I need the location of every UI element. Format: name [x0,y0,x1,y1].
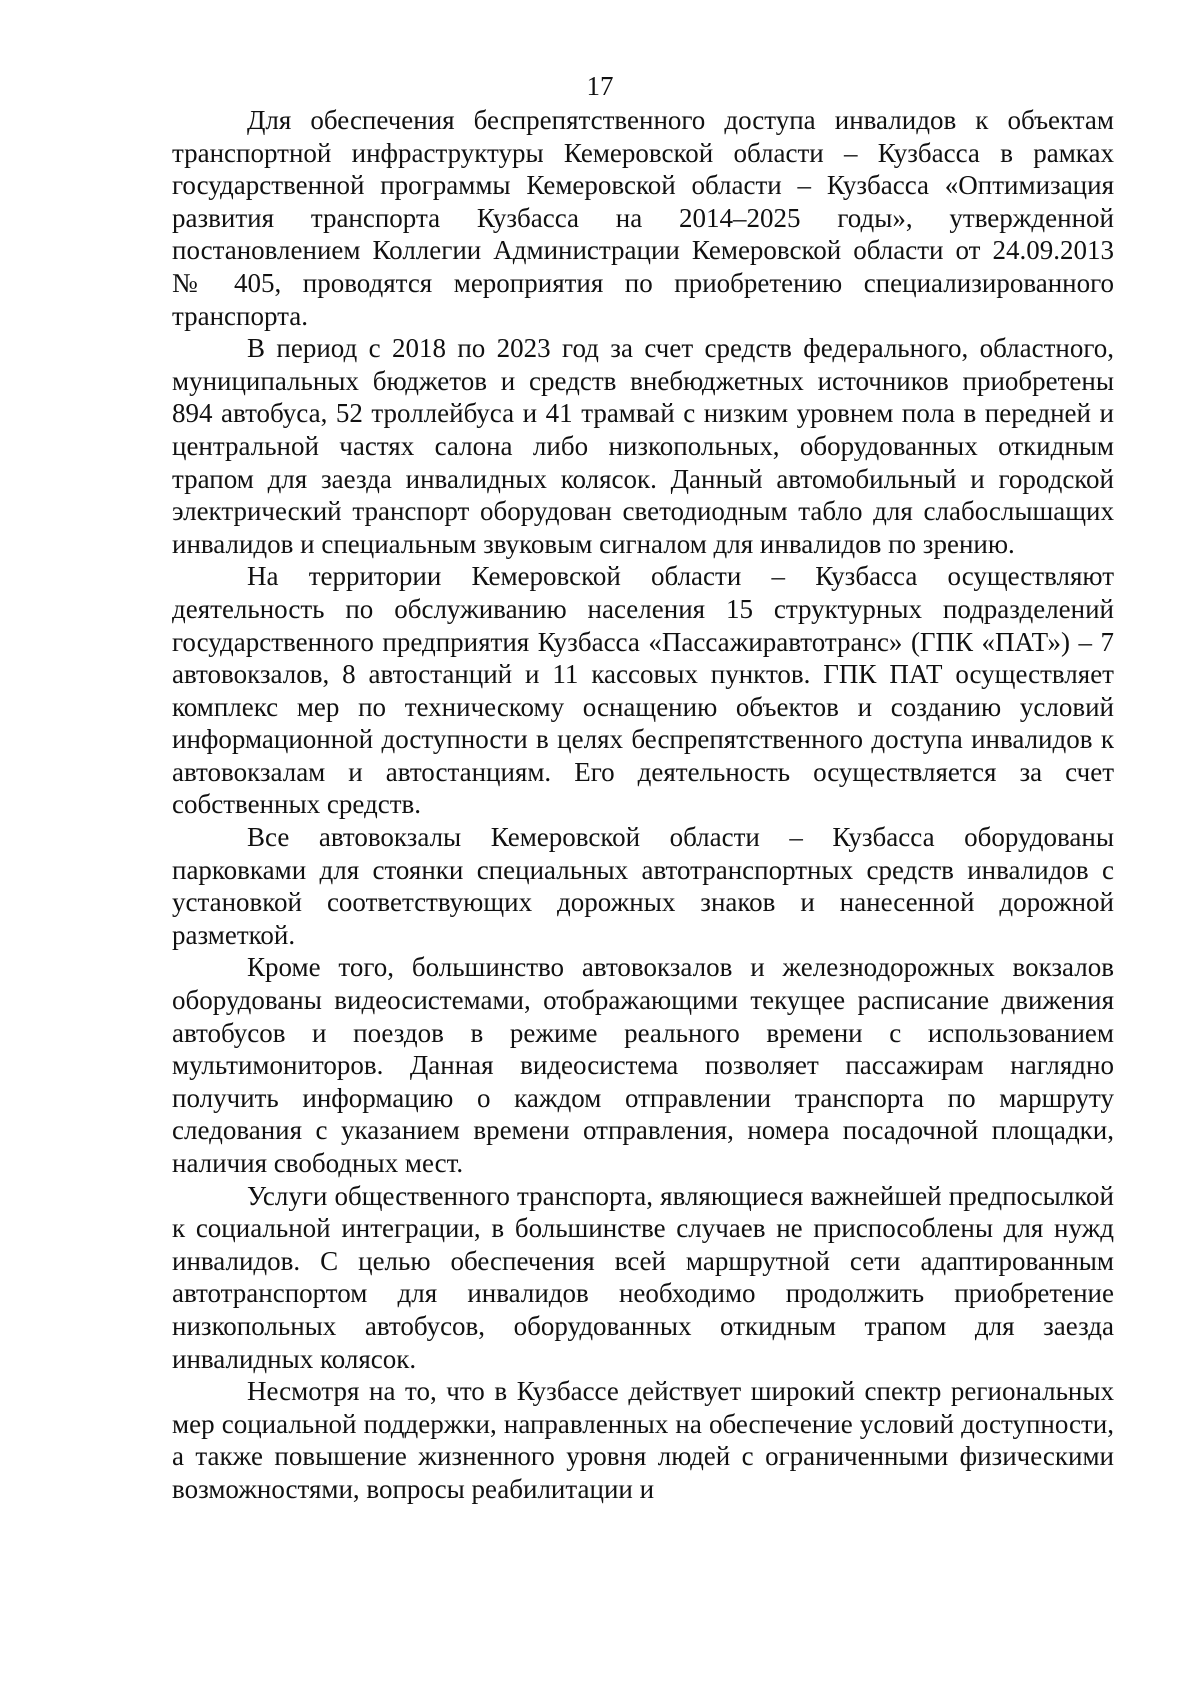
paragraph-4: Все автовокзалы Кемеровской области – Кузбасса оборудованы парковками для стоянки специальных автотранспортных средств инвалидов с установкой соответствующих дорожных знаков и нанесенной дорожной разметкой. [172,822,1114,950]
paragraph-2: В период с 2018 по 2023 год за счет средств федерального, областного, муниципальных бюджетов и средств внебюджетных источников приобретены 894 автобуса, 52 троллейбуса и 41 трамвай с низким уровнем пола в передней и центральной частях салона либо низкопольных, оборудованных откидным трапом для заезда инвалидных колясок. Данный автомобильный и городской электрический транспорт оборудован светодиодным табло для слабослышащих инвалидов и специальным звуковым сигналом для инвалидов по зрению. [172,333,1114,559]
page-number: 17 [586,71,614,101]
paragraph-1: Для обеспечения беспрепятственного доступа инвалидов к объектам транспортной инфраструктуры Кемеровской области – Кузбасса в рамках государственной программы Кемеровской области – Кузбасса «Оптимизация развития транспорта Кузбасса на 2014–2025 годы», утвержденной постановлением Коллегии Администрации Кемеровской области от 24.09.2013 № 405, проводятся мероприятия по приобретению специализированного транспорта. [172,105,1114,331]
document-body [172,104,1114,1506]
paragraph-5: Кроме того, большинство автовокзалов и железнодорожных вокзалов оборудованы видеосистемами, отображающими текущее расписание движения автобусов и поездов в режиме реального времени с использованием мультимониторов. Данная видеосистема позволяет пассажирам наглядно получить информацию о каждом отправлении транспорта по маршруту следования с указанием времени отправления, номера посадочной площадки, наличия свободных мест. [172,952,1114,1178]
paragraph-6: Услуги общественного транспорта, являющиеся важнейшей предпосылкой к социальной интеграции, в большинстве случаев не приспособлены для нужд инвалидов. С целью обеспечения всей маршрутной сети адаптированным автотранспортом для инвалидов необходимо продолжить приобретение низкопольных автобусов, оборудованных откидным трапом для заезда инвалидных колясок. [172,1180,1114,1374]
paragraph-3: На территории Кемеровской области – Кузбасса осуществляют деятельность по обслуживанию населения 15 структурных подразделений государственного предприятия Кузбасса «Пассажиравтотранс» (ГПК «ПАТ») – 7 автовокзалов, 8 автостанций и 11 кассовых пунктов. ГПК ПАТ осуществляет комплекс мер по техническому оснащению объектов и созданию условий информационной доступности в целях беспрепятственного доступа инвалидов к автовокзалам и автостанциям. Его деятельность осуществляется за счет собственных средств. [172,561,1114,820]
paragraph-7: Несмотря на то, что в Кузбассе действует широкий спектр региональных мер социальной поддержки, направленных на обеспечение условий доступности, а также повышение жизненного уровня людей с ограниченными физическими возможностями, вопросы реабилитации и [172,1376,1114,1504]
